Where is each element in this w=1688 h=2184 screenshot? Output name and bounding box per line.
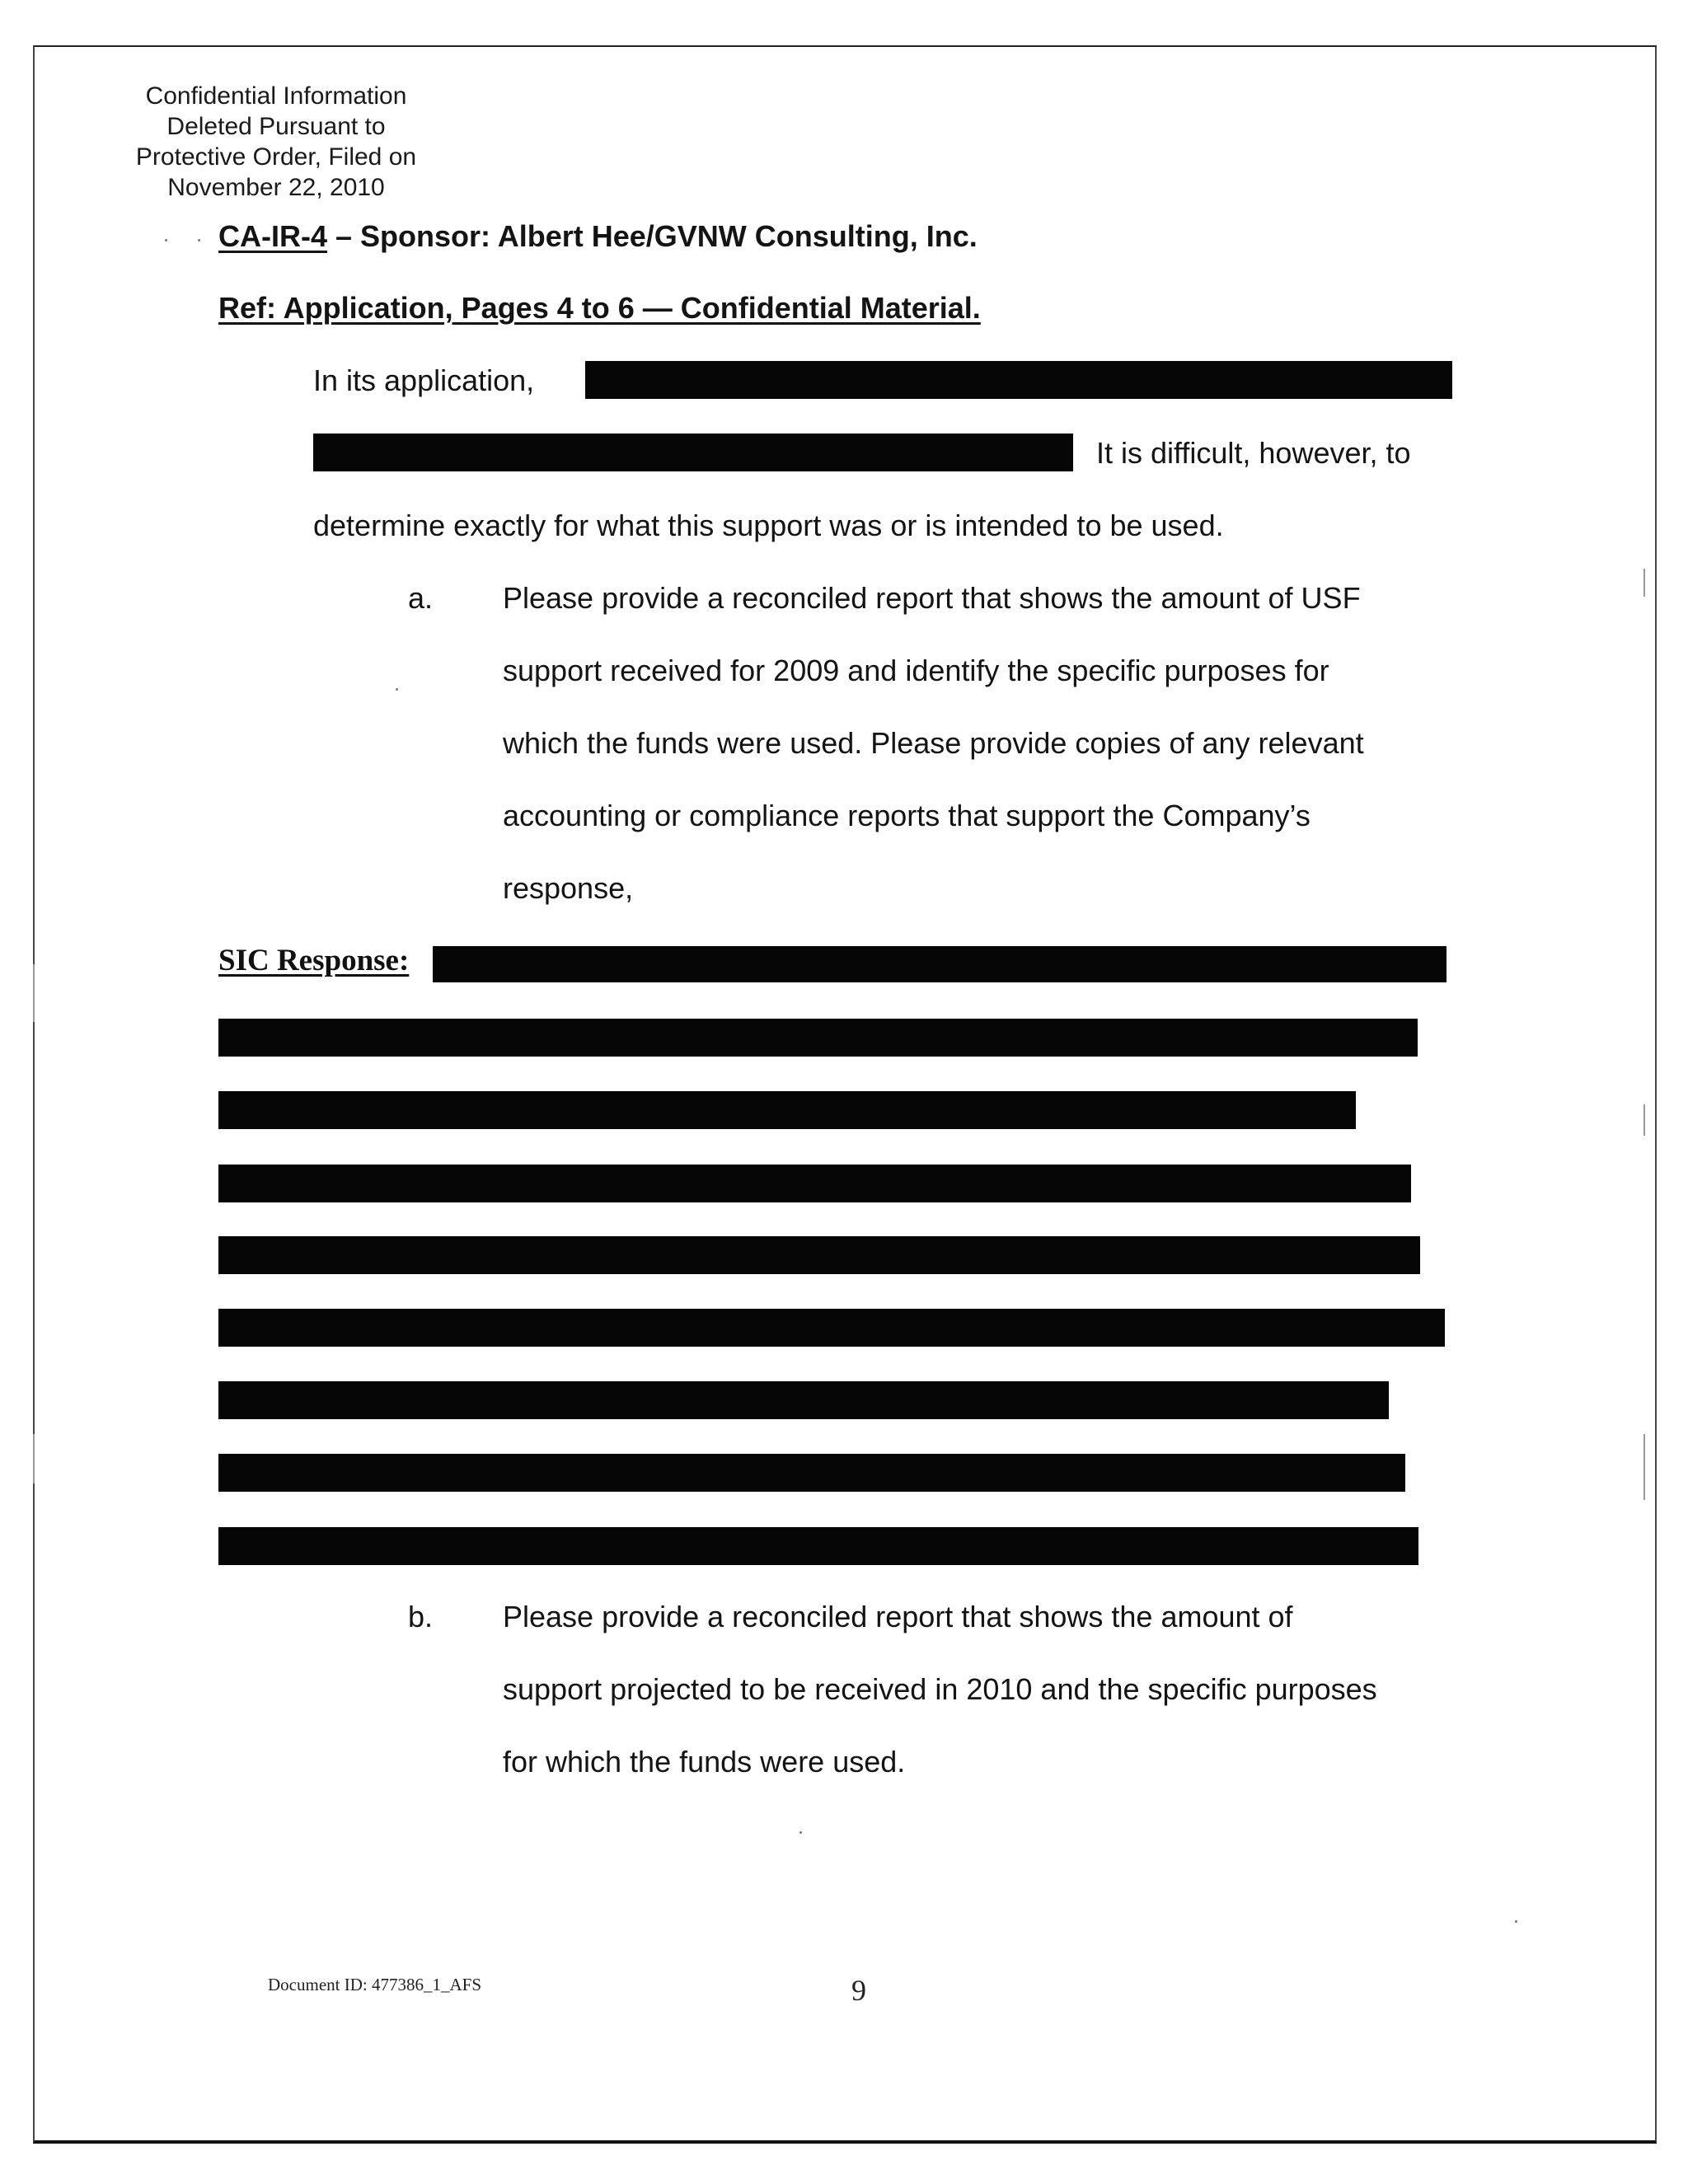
scan-speck (198, 239, 200, 241)
item-b-line: support projected to be received in 2010 and the specific purposes (503, 1672, 1377, 1706)
redaction-block (218, 1381, 1389, 1419)
intro-end: determine exactly for what this support was or is intended to be used. (313, 509, 1224, 542)
item-b-line: Please provide a reconciled report that shows the amount of (503, 1600, 1293, 1633)
scan-speck (165, 239, 167, 241)
item-a-line: which the funds were used. Please provide copies of any relevant (503, 726, 1364, 760)
edge-mark (33, 1434, 35, 1483)
item-a-line: support received for 2009 and identify the specific purposes for (503, 654, 1329, 687)
stamp-line: Deleted Pursuant to (166, 113, 386, 140)
item-a-line: accounting or compliance reports that support the Company’s (503, 799, 1311, 832)
edge-mark (1643, 569, 1645, 597)
redaction-block (313, 434, 1073, 471)
intro-continuation: It is difficult, however, to (1096, 436, 1411, 470)
request-header (218, 219, 978, 254)
edge-mark (33, 964, 35, 1022)
response-label: SIC Response: (218, 944, 410, 977)
stamp-line: November 22, 2010 (167, 174, 385, 201)
item-b-line: for which the funds were used. (503, 1745, 906, 1779)
redaction-block (585, 361, 1452, 399)
item-a-line: response, (503, 871, 634, 905)
intro-start: In its application, (313, 363, 535, 397)
document-id: Document ID: 477386_1_AFS (268, 1975, 481, 1994)
scan-speck (1515, 1920, 1517, 1923)
confidentiality-stamp (120, 81, 433, 203)
reference-line: Ref: Application, Pages 4 to 6 — Confidential Material. (218, 291, 981, 325)
item-b-marker: b. (408, 1600, 434, 1633)
item-a-line: Please provide a reconciled report that shows the amount of USF (503, 581, 1361, 615)
edge-mark (1643, 1434, 1645, 1500)
item-a-marker: a. (408, 581, 434, 615)
stamp-line: Confidential Information (145, 82, 407, 110)
request-id: CA-IR-4 (218, 219, 327, 253)
redaction-block (218, 1309, 1445, 1347)
scan-speck (396, 688, 398, 691)
edge-mark (1643, 1104, 1645, 1136)
redaction-block (218, 1236, 1420, 1274)
redaction-block (218, 1527, 1418, 1565)
redaction-block (433, 946, 1447, 982)
scan-speck (799, 1831, 802, 1834)
stamp-line: Protective Order, Filed on (135, 143, 417, 171)
page-number: 9 (851, 1974, 866, 2007)
redaction-block (218, 1091, 1356, 1129)
redaction-block (218, 1019, 1418, 1057)
request-sponsor: – Sponsor: Albert Hee/GVNW Consulting, Inc. (335, 219, 978, 253)
redaction-block (218, 1454, 1405, 1492)
redaction-block (218, 1165, 1411, 1202)
